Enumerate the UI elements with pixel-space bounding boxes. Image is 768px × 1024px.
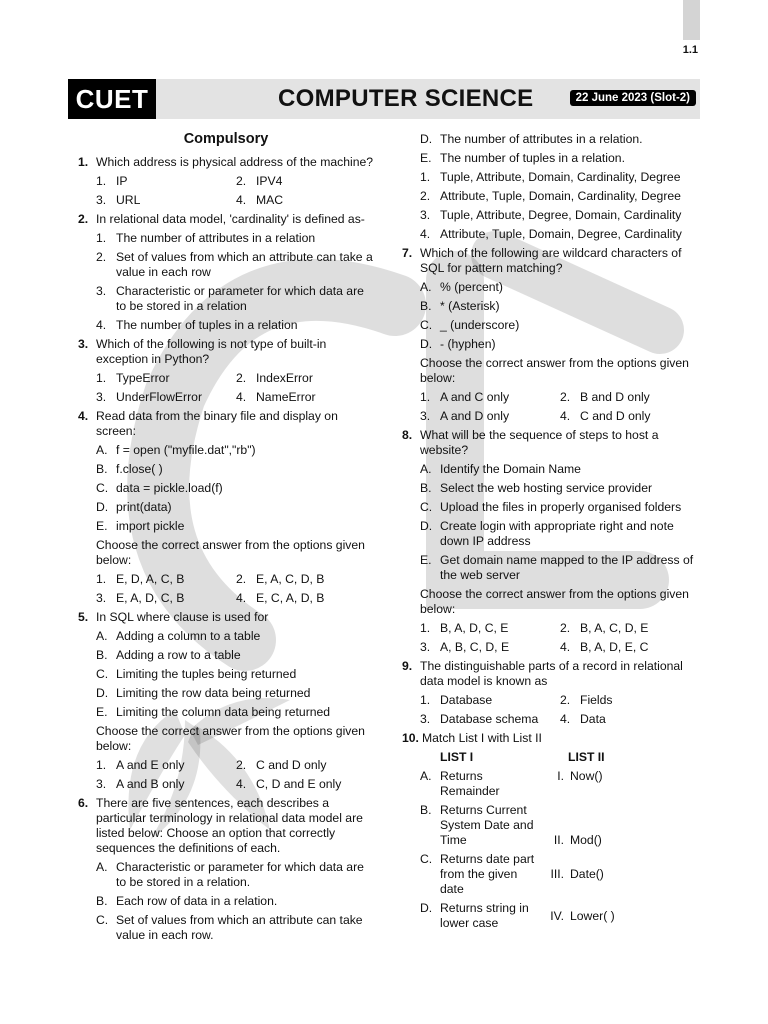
- subject-title: COMPUTER SCIENCE: [278, 85, 534, 112]
- answer-option: 1. A and E only: [96, 758, 185, 772]
- question-8: [402, 428, 702, 458]
- instruction-text: Choose the correct answer from the options given below:: [96, 538, 365, 567]
- answer-options: [420, 693, 702, 727]
- answer-option: 3. E, A, D, C, B: [96, 591, 185, 605]
- statement-item: C. _ (underscore): [420, 318, 520, 332]
- question-2: [78, 212, 374, 227]
- question-number: 3.: [78, 337, 89, 351]
- answer-option: 2. Fields: [560, 693, 613, 707]
- instruction-text: Choose the correct answer from the options given below:: [420, 587, 689, 616]
- answer-option: 1. E, D, A, C, B: [96, 572, 185, 586]
- instruction-text: Choose the correct answer from the options given below:: [96, 724, 365, 753]
- answer-option: 4. The number of tuples in a relation: [96, 318, 298, 332]
- statement-item: E. import pickle: [96, 519, 185, 533]
- answer-option: 1. Tuple, Attribute, Domain, Cardinality, Degree: [420, 170, 681, 184]
- statement-item: A. % (percent): [420, 280, 503, 294]
- question-6: [78, 796, 374, 856]
- question-text: Which of the following are wildcard characters of SQL for pattern matching?: [420, 246, 682, 275]
- left-column: [78, 130, 374, 943]
- statement-item: A. Characteristic or parameter for which data are to be stored in a relation.: [96, 860, 364, 889]
- question-5: [78, 610, 374, 625]
- answer-option: 1. TypeError: [96, 371, 170, 385]
- question-7: [402, 246, 702, 276]
- answer-options: [96, 174, 374, 208]
- answer-option: 3. Database schema: [420, 712, 539, 726]
- answer-options: [420, 621, 702, 655]
- answer-option: 4. C and D only: [560, 409, 651, 423]
- page-number: 1.1: [682, 44, 698, 56]
- instruction-text: Choose the correct answer from the options given below:: [420, 356, 689, 385]
- answer-option: 2. IPV4: [236, 174, 283, 188]
- statement-item: A. f = open ("myfile.dat","rb"): [96, 443, 256, 457]
- question-text: In SQL where clause is used for: [96, 610, 269, 624]
- question-4: [78, 409, 374, 439]
- list-2-heading: LIST II: [568, 750, 605, 764]
- answer-option: 4. NameError: [236, 390, 316, 404]
- question-text: Which address is physical address of the machine?: [96, 155, 374, 169]
- answer-option: 3. A and B only: [96, 777, 185, 791]
- answer-option: 3. A, B, C, D, E: [420, 640, 510, 654]
- question-text: The distinguishable parts of a record in relational data model is known as: [420, 659, 683, 688]
- answer-option: 2. B and D only: [560, 390, 650, 404]
- statement-item: D. print(data): [96, 500, 172, 514]
- statement-item: C. Upload the files in properly organised folders: [420, 500, 682, 514]
- answer-option: 3. UnderFlowError: [96, 390, 203, 404]
- question-number: 2.: [78, 212, 89, 226]
- answer-option: 1. Database: [420, 693, 493, 707]
- question-number: 6.: [78, 796, 89, 810]
- question-1: [78, 155, 374, 170]
- right-column: [402, 128, 702, 931]
- question-number: 7.: [402, 246, 413, 260]
- answer-options: [96, 572, 374, 606]
- statement-item: D. The number of attributes in a relation.: [420, 132, 643, 146]
- page-edge-tab: [683, 0, 700, 40]
- statement-item: C. data = pickle.load(f): [96, 481, 223, 495]
- answer-option: 4. Data: [560, 712, 606, 726]
- answer-options: [420, 390, 702, 424]
- question-number: 1.: [78, 155, 89, 169]
- question-number: 5.: [78, 610, 89, 624]
- answer-option: 1. B, A, D, C, E: [420, 621, 509, 635]
- question-text: Match List I with List II: [422, 731, 542, 745]
- answer-option: 2. C and D only: [236, 758, 327, 772]
- answer-option: 2. Attribute, Tuple, Domain, Cardinality, Degree: [420, 189, 681, 203]
- match-row: C. Returns date part from the given date III. Date(): [420, 852, 604, 896]
- answer-option: 4. Attribute, Tuple, Domain, Degree, Cardinality: [420, 227, 682, 241]
- exam-date-badge: 22 June 2023 (Slot-2): [570, 90, 696, 106]
- answer-option: 1. A and C only: [420, 390, 510, 404]
- statement-item: B. * (Asterisk): [420, 299, 500, 313]
- answer-option: 3. URL: [96, 193, 141, 207]
- statement-item: E. The number of tuples in a relation.: [420, 151, 625, 165]
- answer-option: 3. Tuple, Attribute, Degree, Domain, Cardinality: [420, 208, 682, 222]
- answer-option: 2. B, A, C, D, E: [560, 621, 649, 635]
- question-10: [402, 731, 702, 746]
- statement-item: A. Identify the Domain Name: [420, 462, 581, 476]
- answer-option: 4. MAC: [236, 193, 284, 207]
- answer-options: [96, 371, 374, 405]
- statement-item: B. f.close( ): [96, 462, 163, 476]
- question-number: 10.: [402, 731, 419, 745]
- list-1-heading: LIST I: [440, 750, 474, 764]
- statement-item: A. Adding a column to a table: [96, 629, 261, 643]
- answer-option: 3. A and D only: [420, 409, 510, 423]
- statement-item: D. Limiting the row data being returned: [96, 686, 311, 700]
- question-number: 4.: [78, 409, 89, 423]
- statement-item: B. Each row of data in a relation.: [96, 894, 278, 908]
- answer-option: 4. E, C, A, D, B: [236, 591, 325, 605]
- statement-item: B. Select the web hosting service provider: [420, 481, 653, 495]
- section-heading: Compulsory: [183, 131, 269, 147]
- question-9: [402, 659, 702, 689]
- page-header: [68, 79, 700, 119]
- match-row: B. Returns Current System Date and Time II. Mod(): [420, 803, 602, 847]
- statement-item: D. - (hyphen): [420, 337, 496, 351]
- statement-item: D. Create login with appropriate right and note down IP address: [420, 519, 674, 548]
- answer-option: 1. The number of attributes in a relation: [96, 231, 316, 245]
- answer-option: 4. C, D and E only: [236, 777, 342, 791]
- question-text: Which of the following is not type of built-in exception in Python?: [96, 337, 327, 366]
- match-list-header: [440, 750, 702, 765]
- answer-option: 2. E, A, C, D, B: [236, 572, 325, 586]
- question-text: In relational data model, 'cardinality' is defined as-: [96, 212, 365, 226]
- question-text: What will be the sequence of steps to host a website?: [420, 428, 659, 457]
- answer-option: 3. Characteristic or parameter for which data are to be stored in a relation: [96, 284, 364, 313]
- question-number: 9.: [402, 659, 413, 673]
- statement-item: C. Limiting the tuples being returned: [96, 667, 297, 681]
- match-row: A. Returns Remainder I. Now(): [420, 769, 603, 798]
- answer-option: 1. IP: [96, 174, 128, 188]
- match-row: D. Returns string in lower case IV. Lower( ): [420, 901, 615, 930]
- answer-options: [96, 758, 374, 792]
- statement-item: E. Get domain name mapped to the IP address of the web server: [420, 553, 694, 582]
- answer-option: 2. IndexError: [236, 371, 313, 385]
- question-number: 8.: [402, 428, 413, 442]
- exam-logo: CUET: [68, 79, 156, 119]
- statement-item: B. Adding a row to a table: [96, 648, 241, 662]
- answer-option: 2. Set of values from which an attribute can take a value in each row: [96, 250, 373, 279]
- question-text: Read data from the binary file and display on screen:: [96, 409, 338, 438]
- statement-item: C. Set of values from which an attribute can take value in each row.: [96, 913, 363, 942]
- question-3: [78, 337, 374, 367]
- statement-item: E. Limiting the column data being returned: [96, 705, 331, 719]
- answer-option: 4. B, A, D, E, C: [560, 640, 649, 654]
- question-text: There are five sentences, each describes a particular terminology in relational data model are listed below: Choose an option that correctly sequences the definitions of each.: [96, 796, 363, 855]
